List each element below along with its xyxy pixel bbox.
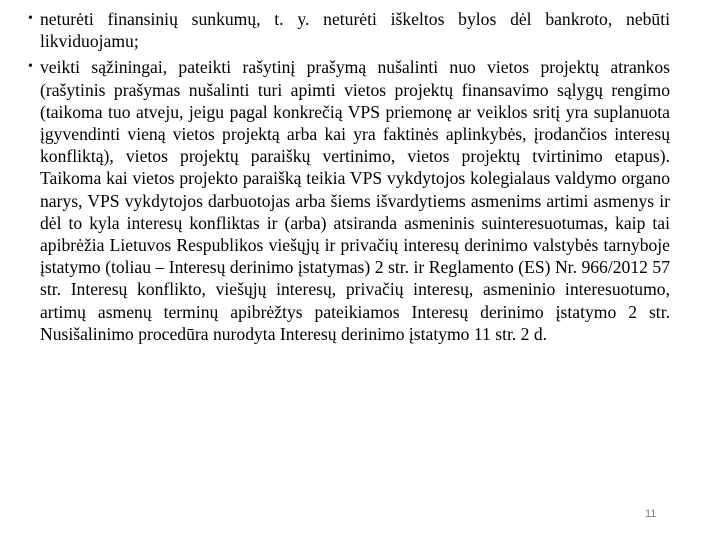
bullet-marker: • [28,59,33,75]
bullet-marker: • [28,11,33,26]
page-number: 11 [645,508,657,520]
bullet-text: neturėti finansinių sunkumų, t. y. neturėti iškeltos bylos dėl bankroto, nebūti likviduojamu; [40,9,670,52]
bullet-item [28,8,670,52]
bullet-text: veikti sąžiningai, pateikti rašytinį prašymą nušalinti nuo vietos projektų atrankos (rašytinis prašymas nušalinti turi apimti vietos projektų finansavimo sąlygų rengimo (taikoma tuo atveju, jeigu pagal konkrečią VPS priemonę ar veiklos sritį yra suplanuota įgyvendinti vieną vietos projektą arba kai yra faktinės aplinkybės, įrodančios interesų konfliktą), vietos projektų paraiškų vertinimo, vietos projektų tvirtinimo etapus). Taikoma kai vietos projekto paraišką teikia VPS vykdytojos kolegialaus valdymo organo narys, VPS vykdytojos darbuotojas arba šiems išvardytiems asmenims artimi asmenys ir dėl to kyla interesų konfliktas ir (arba) atsiranda asmeninis suinteresuotumas, kaip tai apibrėžia Lietuvos Respublikos viešųjų ir privačių interesų derinimo valstybės tarnyboje įstatymo (toliau – Interesų derinimo įstatymas) 2 str. ir Reglamento (ES) Nr. 966/2012 57 str. Interesų konflikto, viešųjų interesų, privačių interesų, asmeninio interesuotumo, artimų asmenų terminų apibrėžtys pateikiamos Interesų derinimo įstatymo 2 str. Nusišalinimo procedūra nurodyta Interesų derinimo įstatymo 11 str. 2 d. [40,57,670,344]
bullet-list [28,8,670,349]
bullet-item [28,56,670,345]
